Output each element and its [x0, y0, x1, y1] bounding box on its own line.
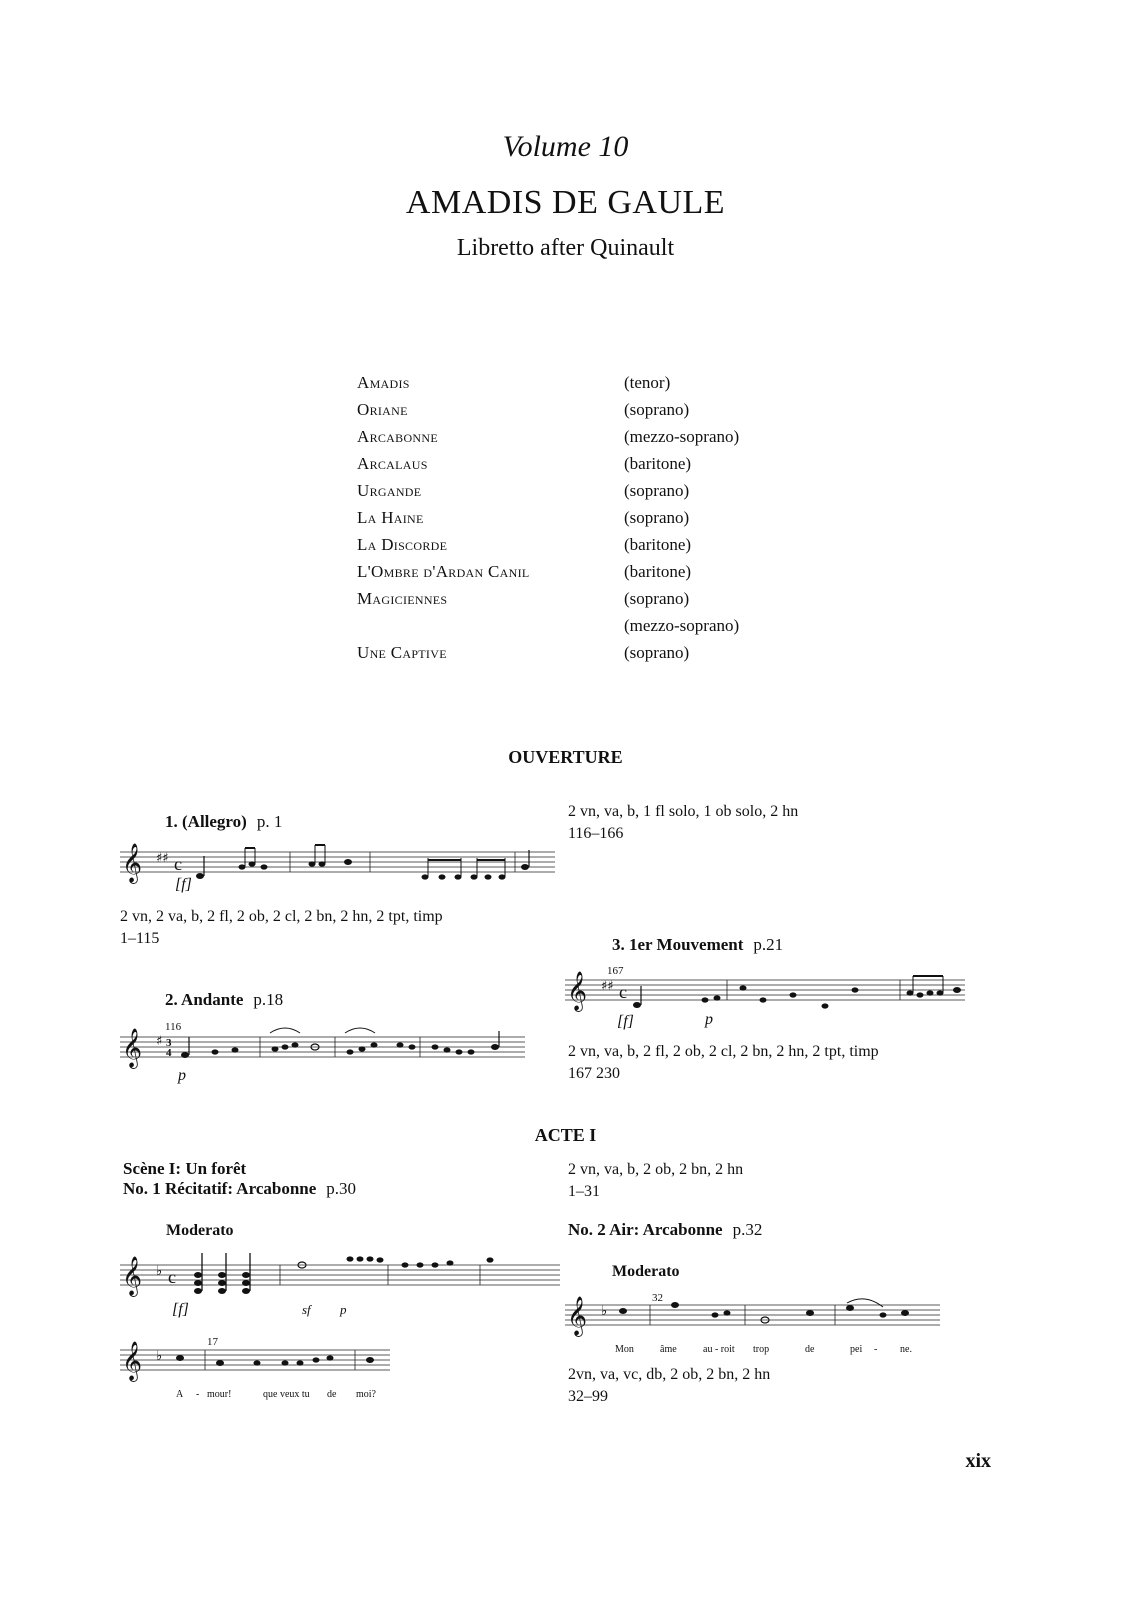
number-title	[123, 1179, 356, 1199]
cast-role: La Haine	[357, 508, 424, 527]
svg-text:3: 3	[166, 1037, 172, 1049]
bar-number: 17	[207, 1336, 218, 1348]
cast-row	[357, 481, 837, 508]
cast-row	[357, 589, 837, 616]
lyric-syllable: A	[176, 1389, 184, 1400]
lyric-syllable: mour!	[207, 1389, 232, 1400]
cast-role: Urgande	[357, 481, 422, 500]
svg-text:𝄞: 𝄞	[567, 1296, 588, 1336]
cast-row	[357, 373, 837, 400]
bar-range: 1–115	[120, 930, 160, 947]
dynamic-marking: p	[705, 1011, 713, 1028]
cast-row	[357, 535, 837, 562]
lyric-syllable: de	[805, 1344, 815, 1355]
bar-range: 1–31	[568, 1183, 600, 1200]
cast-voice: (baritone)	[624, 562, 692, 581]
bar-number: 167	[607, 965, 624, 977]
svg-text:𝄞: 𝄞	[122, 1028, 143, 1068]
cast-voice: (mezzo-soprano)	[624, 427, 740, 446]
dynamic-marking: p	[340, 1302, 347, 1317]
lyric-syllable: trop	[753, 1344, 770, 1355]
cast-row	[357, 616, 837, 643]
dynamic-marking: p	[178, 1067, 186, 1084]
number-title	[568, 1220, 762, 1240]
cast-voice: (soprano)	[624, 400, 690, 419]
page-ref: p.18	[253, 990, 284, 1009]
page-ref: p.21	[753, 935, 784, 954]
cast-row	[357, 400, 837, 427]
movement-title	[612, 935, 783, 955]
tempo-marking: Moderato	[612, 1263, 680, 1280]
work-subtitle: Libretto after Quinault	[456, 235, 675, 261]
lyric-syllable: moi?	[356, 1389, 376, 1400]
movement-label: 2. Andante	[165, 990, 244, 1009]
cast-row	[357, 562, 837, 589]
lyric-syllable: ne.	[900, 1344, 912, 1355]
svg-text:♯♯: ♯♯	[156, 851, 169, 866]
cast-role: Amadis	[357, 373, 410, 392]
svg-text:c: c	[168, 1267, 176, 1287]
lyric-syllable: âme	[660, 1344, 677, 1355]
movement-title	[165, 812, 282, 832]
lyric-syllable: que veux tu	[263, 1389, 310, 1400]
cast-voice: (soprano)	[624, 481, 690, 500]
page-ref: p.32	[732, 1220, 763, 1239]
svg-text:♯♯: ♯♯	[601, 979, 614, 994]
cast-role: L'Ombre d'Ardan Canil	[357, 562, 530, 581]
bar-number: 32	[652, 1292, 663, 1304]
lyric-syllable: pei	[850, 1344, 863, 1355]
svg-text:♭: ♭	[601, 1304, 608, 1319]
movement-label: 3. 1er Mouvement	[612, 935, 744, 954]
bar-range: 167 230	[568, 1065, 620, 1082]
cast-row	[357, 508, 837, 535]
work-title: AMADIS DE GAULE	[405, 184, 726, 221]
movement-label: 1. (Allegro)	[165, 812, 247, 831]
section-heading-ouverture: OUVERTURE	[508, 747, 623, 767]
cast-voice: (baritone)	[624, 454, 692, 473]
svg-text:𝄞: 𝄞	[122, 1256, 143, 1296]
bar-range: 32–99	[568, 1388, 608, 1405]
svg-text:c: c	[619, 982, 627, 1002]
dynamic-marking: [f]	[617, 1013, 634, 1030]
svg-text:4: 4	[166, 1047, 172, 1059]
svg-text:♭: ♭	[156, 1349, 163, 1364]
lyric-syllable: de	[327, 1389, 337, 1400]
cast-voice: (soprano)	[624, 508, 690, 527]
cast-role: La Discorde	[357, 535, 448, 554]
section-heading-acte-1: ACTE I	[534, 1125, 597, 1145]
dynamic-marking: [f]	[172, 1301, 189, 1318]
cast-role: Arcabonne	[357, 427, 438, 446]
bar-number: 116	[165, 1021, 182, 1033]
cast-role: Oriane	[357, 400, 408, 419]
dynamic-marking: sf	[302, 1302, 311, 1317]
lyric-syllable: -	[874, 1344, 878, 1355]
instrumentation: 2vn, va, vc, db, 2 ob, 2 bn, 2 hn	[568, 1366, 771, 1383]
lyric-syllable: Mon	[615, 1344, 634, 1355]
volume-heading: Volume 10	[502, 130, 629, 163]
instrumentation: 2 vn, va, b, 2 ob, 2 bn, 2 hn	[568, 1161, 744, 1178]
page-number: xix	[965, 1450, 991, 1472]
page-ref: p.30	[326, 1179, 357, 1198]
cast-voice: (soprano)	[624, 589, 690, 608]
cast-voice: (soprano)	[624, 643, 690, 662]
lyric-syllable: -	[196, 1389, 200, 1400]
scene-title: Scène I: Un forêt	[123, 1159, 247, 1178]
cast-row	[357, 643, 837, 670]
page-ref: p. 1	[256, 812, 283, 831]
svg-text:♭: ♭	[156, 1264, 163, 1279]
number-label: No. 1 Récitatif: Arcabonne	[123, 1179, 317, 1198]
instrumentation: 2 vn, 2 va, b, 2 fl, 2 ob, 2 cl, 2 bn, 2 hn, 2 tpt, timp	[120, 908, 443, 925]
bar-range: 116–166	[568, 825, 624, 842]
svg-text:c: c	[174, 854, 182, 874]
lyric-syllable: au - roit	[703, 1344, 735, 1355]
svg-text:𝄞: 𝄞	[122, 843, 143, 883]
cast-role: Arcalaus	[357, 454, 428, 473]
cast-role: Une Captive	[357, 643, 447, 662]
number-label: No. 2 Air: Arcabonne	[568, 1220, 723, 1239]
dynamic-marking: [f]	[175, 876, 192, 893]
cast-voice: (tenor)	[624, 373, 671, 392]
instrumentation: 2 vn, va, b, 1 fl solo, 1 ob solo, 2 hn	[568, 803, 799, 820]
cast-row	[357, 454, 837, 481]
cast-voice: (baritone)	[624, 535, 692, 554]
cast-row	[357, 427, 837, 454]
svg-text:𝄞: 𝄞	[567, 971, 588, 1011]
cast-voice: (mezzo-soprano)	[624, 616, 740, 635]
svg-text:♯: ♯	[156, 1034, 163, 1049]
tempo-marking: Moderato	[166, 1222, 234, 1239]
svg-text:𝄞: 𝄞	[122, 1341, 143, 1381]
cast-role: Magiciennes	[357, 589, 448, 608]
instrumentation: 2 vn, va, b, 2 fl, 2 ob, 2 cl, 2 bn, 2 hn, 2 tpt, timp	[568, 1043, 879, 1060]
movement-title	[165, 990, 283, 1010]
